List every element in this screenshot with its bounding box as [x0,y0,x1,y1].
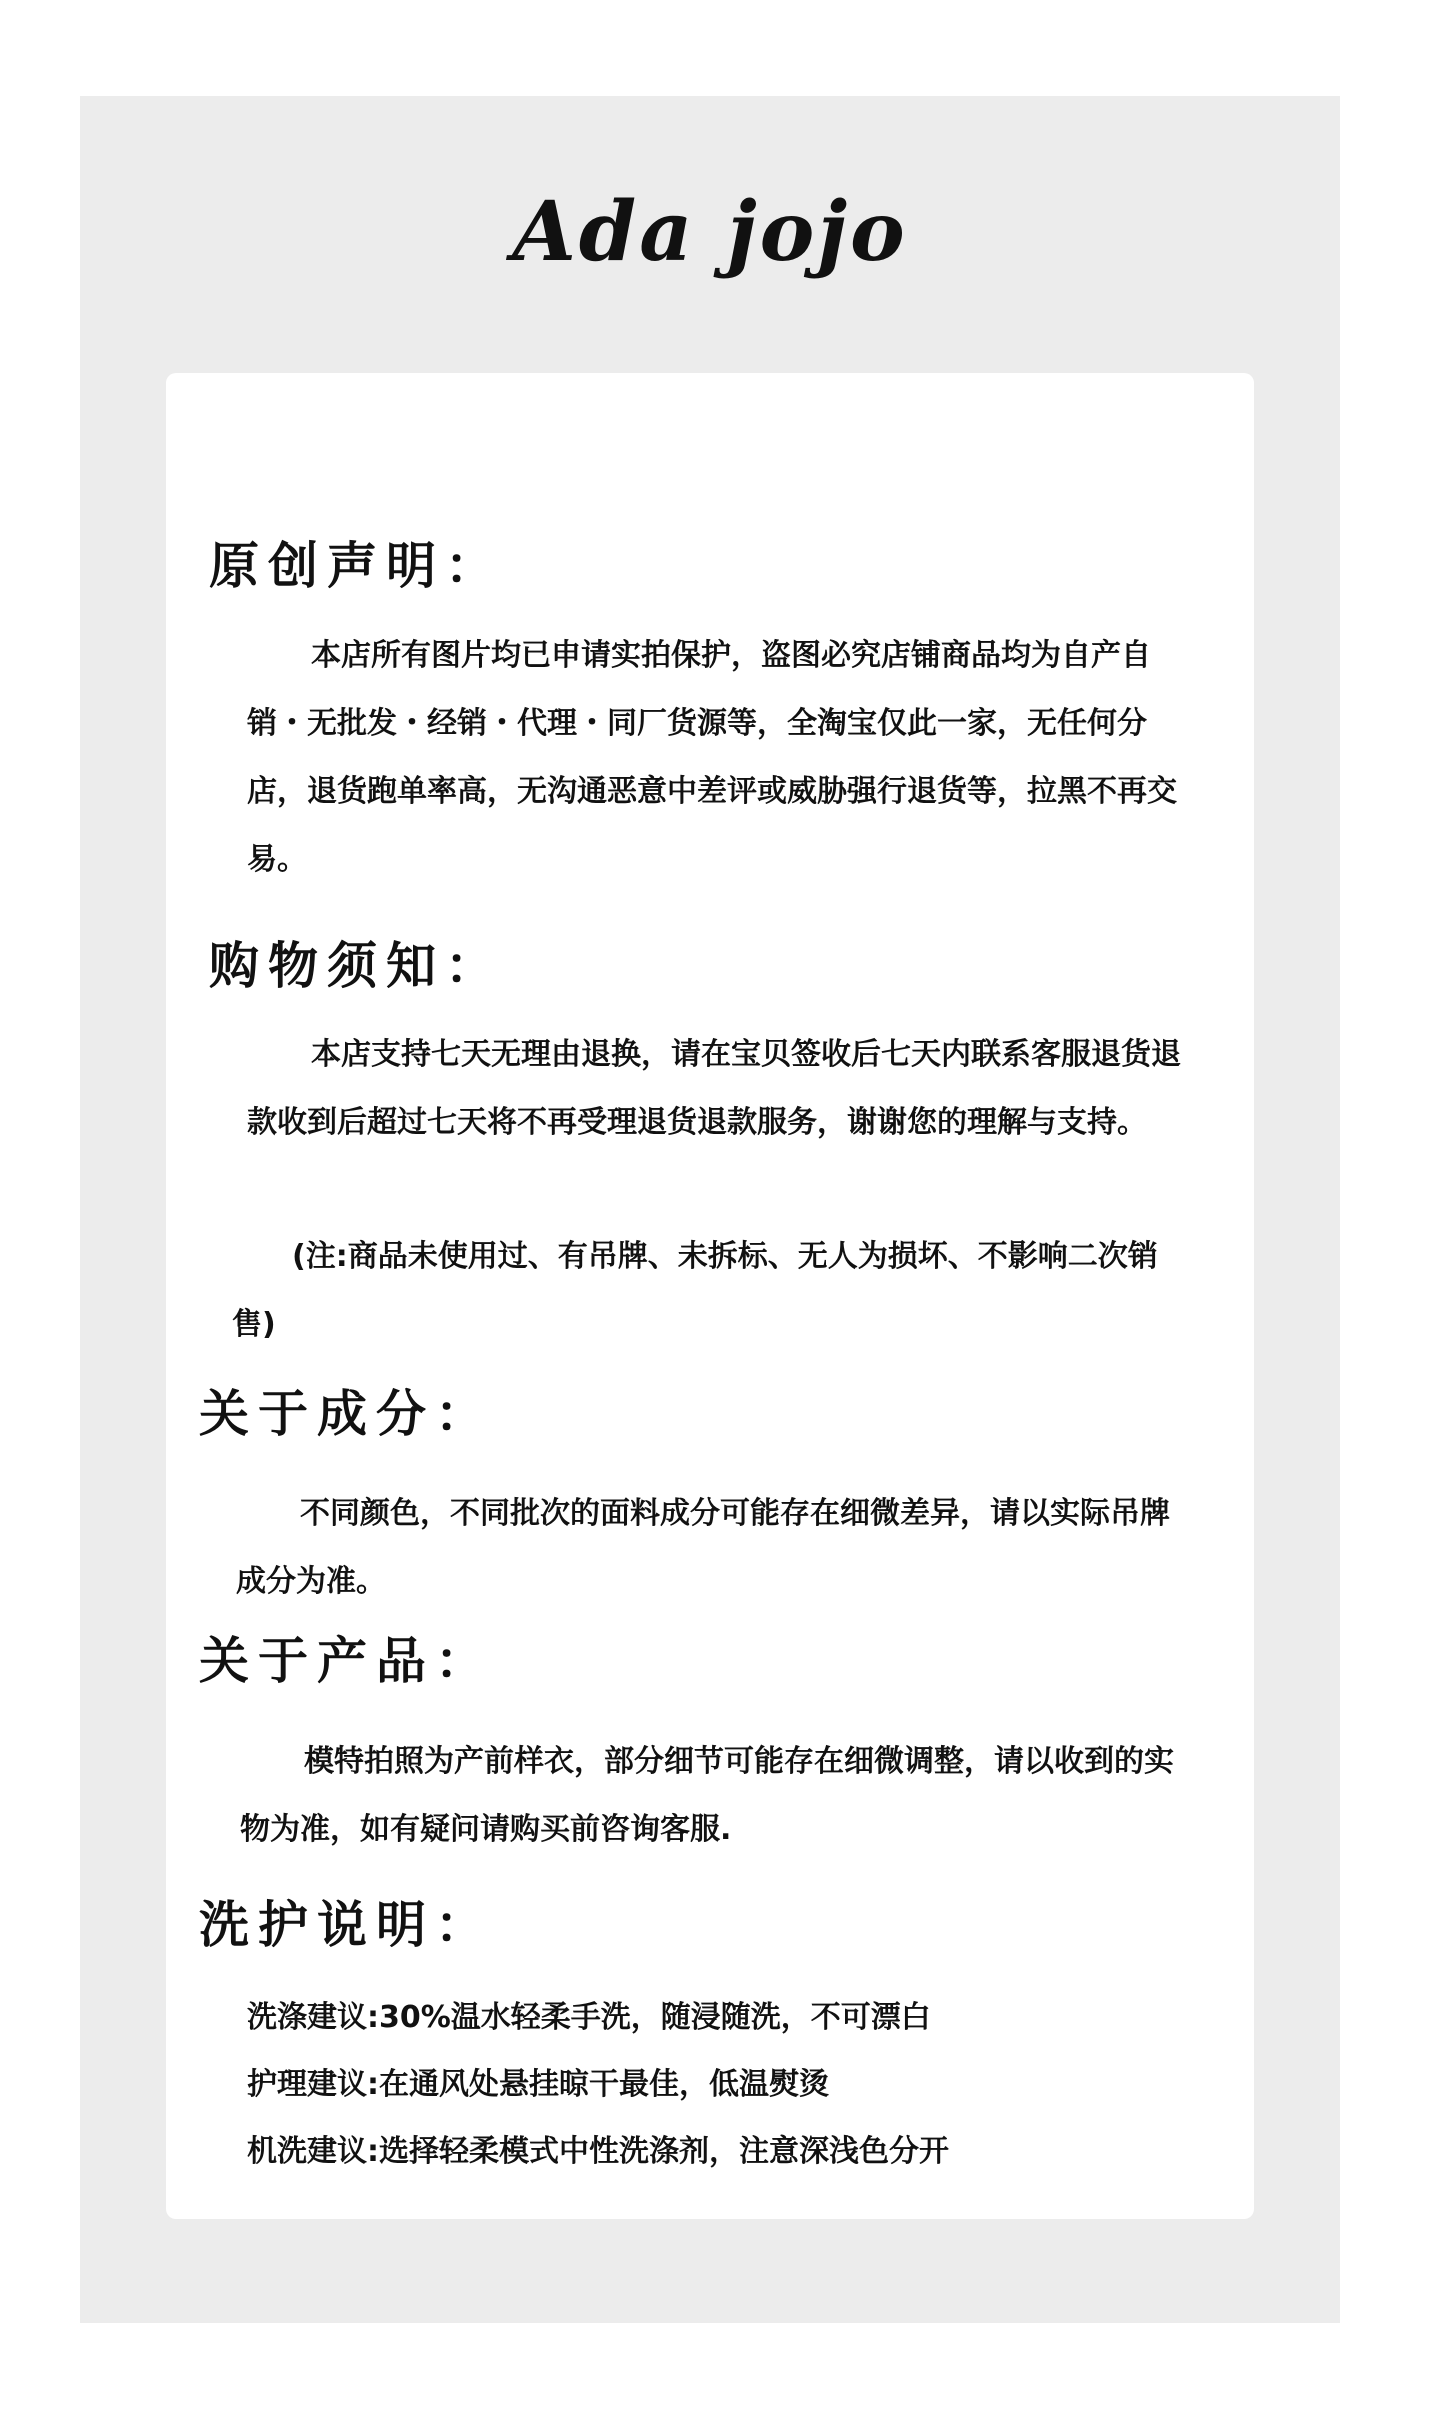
original-statement-text: 本店所有图片均已申请实拍保护，盗图必究店铺商品均为自产自销・无批发・经销・代理・同厂货源等，全淘宝仅此一家，无任何分店，退货跑单率高，无沟通恶意中差评或威胁强行退货等，拉黑不再交易。 [247,638,1177,877]
material-text: 不同颜色，不同批次的面料成分可能存在细微差异，请以实际吊牌成分为准。 [236,1496,1170,1599]
shopping-notice-heading: 购物须知： [209,937,504,995]
original-statement-heading: 原创声明： [209,537,504,595]
notice-card [166,373,1254,2219]
shopping-notice-footnote: (注:商品未使用过、有吊牌、未拆标、无人为损坏、不影响二次销售) [232,1239,1158,1342]
shopping-notice-text: 本店支持七天无理由退换，请在宝贝签收后七天内联系客服退货退款收到后超过七天将不再受理退货退款服务，谢谢您的理解与支持。 [247,1037,1181,1140]
product-text: 模特拍照为产前样衣，部分细节可能存在细微调整，请以收到的实物为准，如有疑问请购买前咨询客服. [240,1744,1174,1847]
material-heading: 关于成分： [199,1385,494,1443]
care-line-washing: 洗涤建议:30%温水轻柔手洗，随浸随洗，不可漂白 [247,2000,931,2035]
product-heading: 关于产品： [199,1632,494,1690]
page-background-panel [80,96,1340,2323]
care-heading: 洗护说明： [199,1896,494,1954]
care-line-machine: 机洗建议:选择轻柔模式中性洗涤剂，注意深浅色分开 [247,2134,949,2169]
brand-logo: Ada jojo [512,184,908,280]
care-line-drying: 护理建议:在通风处悬挂晾干最佳，低温熨烫 [247,2067,829,2102]
